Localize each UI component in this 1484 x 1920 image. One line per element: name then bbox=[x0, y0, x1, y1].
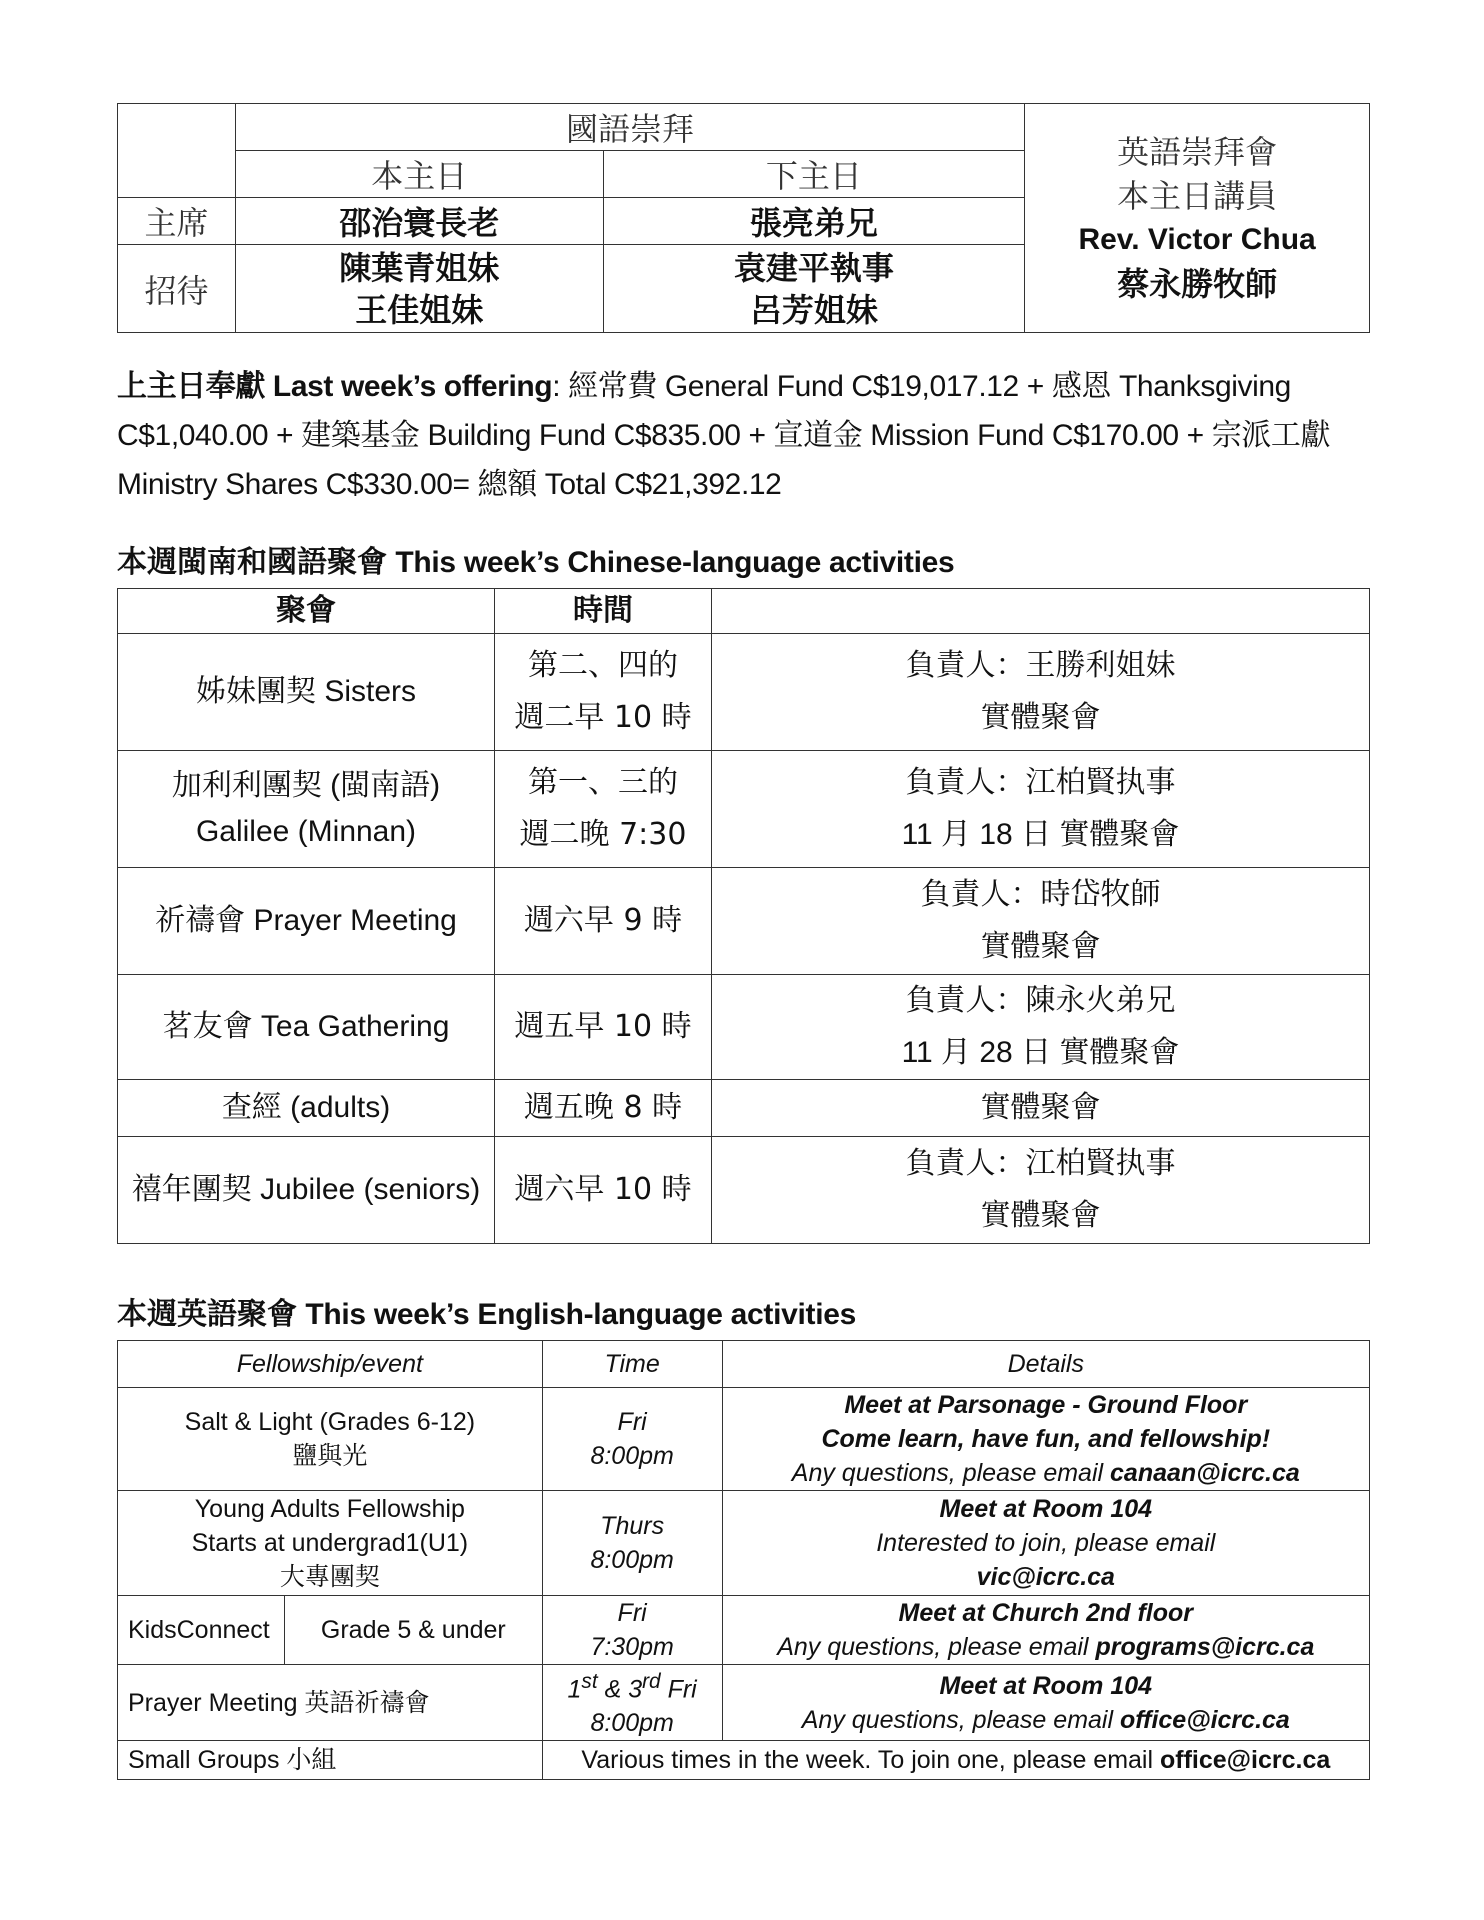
event-details bbox=[712, 868, 1370, 975]
column-header-time: Time bbox=[542, 1341, 722, 1388]
event-time bbox=[495, 1137, 712, 1244]
ushers-next-sunday bbox=[603, 245, 1025, 333]
email-link[interactable]: office@icrc.ca bbox=[1119, 1705, 1290, 1734]
heading-en: This week’s Chinese-language activities bbox=[395, 546, 955, 579]
event-time bbox=[542, 1388, 722, 1491]
heading-en: This week’s English-language activities bbox=[305, 1298, 857, 1331]
details-line: Interested to join, please email bbox=[876, 1529, 1216, 1557]
details-line: 實體聚會 bbox=[980, 1091, 1101, 1124]
event-details bbox=[542, 1741, 1369, 1780]
column-header-details: Details bbox=[722, 1341, 1369, 1388]
details-text: Any questions, please email bbox=[801, 1705, 1120, 1734]
event-time bbox=[542, 1596, 722, 1665]
table-row bbox=[118, 1741, 1370, 1780]
event-time bbox=[542, 1491, 722, 1596]
time-line: 週二早 10 時 bbox=[514, 700, 692, 735]
email-link[interactable]: office@icrc.ca bbox=[1159, 1746, 1331, 1775]
chinese-activities-table bbox=[117, 588, 1370, 1244]
event-name-line: 大專團契 bbox=[279, 1563, 380, 1591]
event-name bbox=[118, 975, 495, 1080]
time-line: 週二晚 7:30 bbox=[519, 817, 687, 852]
english-worship-speaker-cell bbox=[1025, 104, 1370, 333]
table-row bbox=[118, 975, 1370, 1080]
event-name-line: 祈禱會 Prayer Meeting bbox=[155, 904, 457, 937]
event-details bbox=[712, 751, 1370, 868]
email-link[interactable]: vic@icrc.ca bbox=[976, 1563, 1115, 1591]
event-name bbox=[118, 1491, 543, 1596]
time-line: 週六早 9 時 bbox=[523, 903, 683, 938]
event-details bbox=[712, 1080, 1370, 1137]
event-details bbox=[722, 1388, 1369, 1491]
table-row bbox=[118, 1080, 1370, 1137]
event-time bbox=[495, 868, 712, 975]
details-line: 11 月 18 日 實體聚會 bbox=[901, 818, 1180, 851]
time-text: 1 bbox=[567, 1675, 582, 1704]
offering-details: : 經常費 General Fund C$19,017.12 + 感恩 Thanksgiving C$1,040.00 + 建築基金 Building Fund C$835.00 + 宣道金 Mission Fund C$170.00 + 宗派工獻 Ministry Shares C$330.00= 總額 Total C$21,392.12 bbox=[117, 370, 1331, 501]
role-usher: 招待 bbox=[118, 245, 236, 333]
details-line bbox=[723, 1456, 1369, 1490]
event-name-line: 茗友會 Tea Gathering bbox=[162, 1010, 450, 1043]
table-row bbox=[118, 751, 1370, 868]
event-time bbox=[495, 634, 712, 751]
table-row bbox=[118, 1137, 1370, 1244]
event-name-line: 姊妹團契 Sisters bbox=[195, 675, 417, 708]
event-name bbox=[118, 1080, 495, 1137]
event-time bbox=[495, 751, 712, 868]
time-line bbox=[543, 1665, 722, 1706]
event-name-line: 加利利團契 (閩南語) bbox=[171, 769, 441, 802]
ordinal-suffix: st bbox=[581, 1670, 598, 1693]
english-activities-heading bbox=[117, 1289, 856, 1333]
column-header-event: 聚會 bbox=[118, 589, 495, 634]
table-row bbox=[118, 634, 1370, 751]
event-name: Prayer Meeting 英語祈禱會 bbox=[118, 1665, 543, 1741]
chair-next-sunday: 張亮弟兄 bbox=[603, 198, 1025, 245]
table-row bbox=[118, 1596, 1370, 1665]
usher-name: 王佳姐妹 bbox=[355, 290, 484, 329]
event-name: KidsConnect bbox=[118, 1596, 285, 1665]
time-line: 週五早 10 時 bbox=[514, 1009, 692, 1044]
event-time bbox=[542, 1665, 722, 1741]
event-details bbox=[712, 634, 1370, 751]
event-name-line: 查經 (adults) bbox=[221, 1091, 391, 1124]
english-activities-table bbox=[117, 1340, 1370, 1780]
ushers-this-sunday bbox=[235, 245, 603, 333]
event-details bbox=[712, 975, 1370, 1080]
time-line: 週六早 10 時 bbox=[514, 1172, 692, 1207]
details-line: 負責人：江柏賢执事 bbox=[905, 766, 1176, 799]
event-name-line: Starts at undergrad1(U1) bbox=[191, 1529, 469, 1557]
event-details bbox=[722, 1491, 1369, 1596]
speaker-name-en: Rev. Victor Chua bbox=[1078, 223, 1316, 256]
speaker-label: 本主日講員 bbox=[1117, 177, 1278, 215]
details-text: Various times in the week. To join one, please email bbox=[581, 1746, 1160, 1775]
event-name-line: Galilee (Minnan) bbox=[195, 815, 417, 848]
time-line: 8:00pm bbox=[590, 1546, 674, 1574]
time-line: Fri bbox=[617, 1599, 647, 1627]
table-row bbox=[118, 1388, 1370, 1491]
table-row bbox=[118, 1491, 1370, 1596]
event-details bbox=[722, 1596, 1369, 1665]
details-line: 實體聚會 bbox=[980, 701, 1101, 734]
usher-name: 呂芳姐妹 bbox=[749, 290, 878, 329]
event-details bbox=[712, 1137, 1370, 1244]
heading-cn: 本週閩南和國語聚會 bbox=[117, 545, 387, 580]
details-line: Meet at Room 104 bbox=[939, 1495, 1153, 1523]
event-name-line: 禧年團契 Jubilee (seniors) bbox=[131, 1173, 481, 1206]
event-name-line: Young Adults Fellowship bbox=[194, 1495, 465, 1523]
details-text: Any questions, please email bbox=[791, 1459, 1111, 1487]
time-line: 第一、三的 bbox=[528, 765, 678, 800]
event-name-line: Salt & Light (Grades 6-12) bbox=[184, 1408, 476, 1436]
next-sunday-header: 下主日 bbox=[603, 151, 1025, 198]
usher-name: 陳葉青姐妹 bbox=[339, 248, 500, 287]
usher-name: 袁建平執事 bbox=[733, 248, 894, 287]
details-line bbox=[723, 1630, 1369, 1664]
offering-heading: 上主日奉獻 Last week’s offering bbox=[117, 370, 553, 403]
event-name bbox=[118, 1388, 543, 1491]
event-name bbox=[118, 634, 495, 751]
english-worship-label: 英語崇拜會 bbox=[1117, 133, 1278, 171]
ordinal-suffix: rd bbox=[642, 1670, 661, 1693]
column-header-time: 時間 bbox=[495, 589, 712, 634]
details-text: Any questions, please email bbox=[777, 1633, 1096, 1661]
event-name bbox=[118, 751, 495, 868]
details-line: 負責人：王勝利姐妹 bbox=[905, 649, 1176, 682]
details-line: Meet at Church 2nd floor bbox=[898, 1599, 1194, 1627]
email-link[interactable]: programs@icrc.ca bbox=[1095, 1633, 1315, 1661]
event-time bbox=[495, 1080, 712, 1137]
details-line: Come learn, have fun, and fellowship! bbox=[821, 1425, 1271, 1453]
details-line: Meet at Parsonage - Ground Floor bbox=[844, 1391, 1248, 1419]
details-line: Meet at Room 104 bbox=[939, 1671, 1153, 1700]
event-name: Small Groups 小組 bbox=[118, 1741, 543, 1780]
time-line: 7:30pm bbox=[590, 1633, 674, 1661]
time-line: 8:00pm bbox=[590, 1709, 674, 1738]
table-row bbox=[118, 868, 1370, 975]
email-link[interactable]: canaan@icrc.ca bbox=[1110, 1459, 1300, 1487]
details-line: 負責人：時岱牧師 bbox=[920, 878, 1161, 911]
event-details bbox=[722, 1665, 1369, 1741]
details-line: 實體聚會 bbox=[980, 1199, 1101, 1232]
event-time bbox=[495, 975, 712, 1080]
time-line: 8:00pm bbox=[590, 1442, 674, 1470]
chair-this-sunday: 邵治寰長老 bbox=[235, 198, 603, 245]
details-line: 負責人：陳永火弟兄 bbox=[905, 984, 1176, 1017]
this-sunday-header: 本主日 bbox=[235, 151, 603, 198]
time-text: & 3 bbox=[597, 1675, 643, 1704]
chinese-activities-heading bbox=[117, 537, 954, 581]
column-header-event: Fellowship/event bbox=[118, 1341, 543, 1388]
time-line: Fri bbox=[617, 1408, 647, 1436]
column-header-details bbox=[712, 589, 1370, 634]
event-name bbox=[118, 868, 495, 975]
details-line: 負責人：江柏賢执事 bbox=[905, 1147, 1176, 1180]
role-chair: 主席 bbox=[118, 198, 236, 245]
time-text: Fri bbox=[660, 1675, 697, 1704]
offering-paragraph bbox=[117, 362, 1377, 509]
heading-cn: 本週英語聚會 bbox=[117, 1297, 297, 1332]
roster-table bbox=[117, 103, 1370, 333]
details-line: 11 月 28 日 實體聚會 bbox=[901, 1036, 1180, 1069]
details-line bbox=[723, 1703, 1369, 1737]
event-grade: Grade 5 & under bbox=[284, 1596, 542, 1665]
details-line: 實體聚會 bbox=[980, 930, 1101, 963]
event-name bbox=[118, 1137, 495, 1244]
time-line: 週五晚 8 時 bbox=[523, 1090, 683, 1125]
event-name-line: 鹽與光 bbox=[292, 1442, 368, 1470]
table-row bbox=[118, 1665, 1370, 1741]
mandarin-worship-header: 國語崇拜 bbox=[235, 104, 1024, 151]
speaker-name-cn: 蔡永勝牧師 bbox=[1117, 265, 1278, 303]
time-line: Thurs bbox=[600, 1512, 665, 1540]
time-line: 第二、四的 bbox=[528, 648, 678, 683]
roster-corner-cell bbox=[118, 104, 236, 198]
